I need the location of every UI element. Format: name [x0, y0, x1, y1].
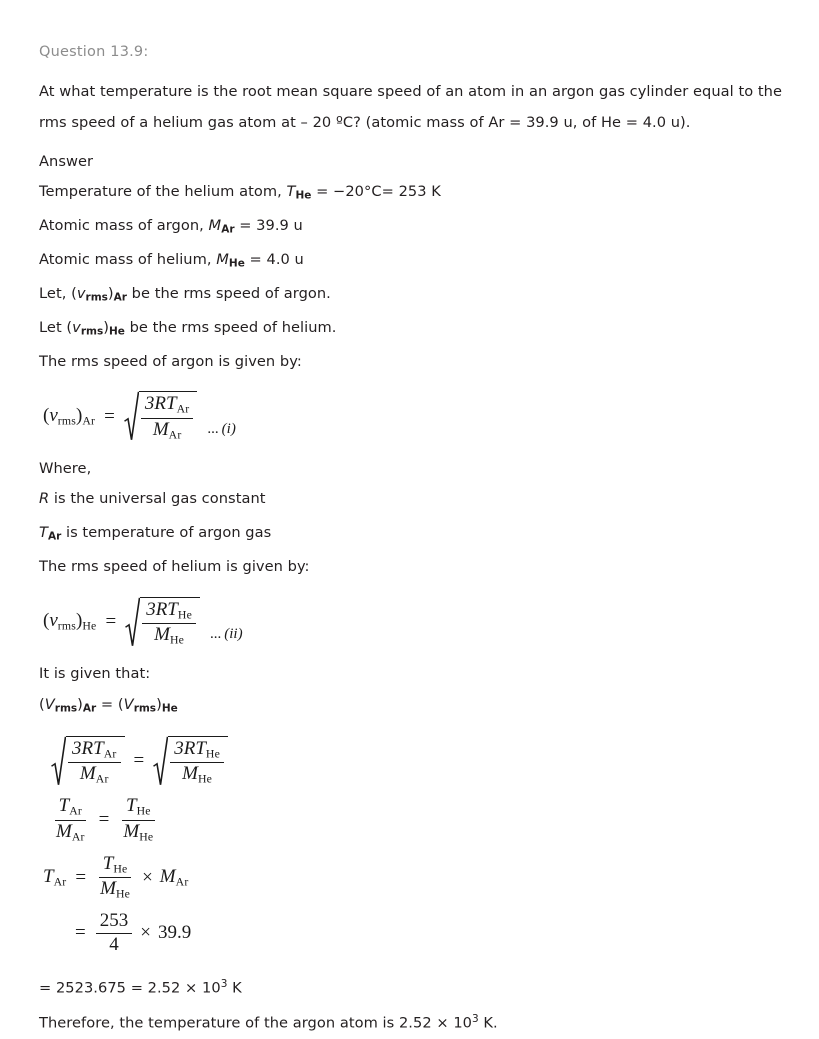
equation-3-right-radical [153, 736, 228, 787]
final-value-exponent: 3 [220, 978, 228, 991]
where-item-R-symbol: R [39, 490, 50, 508]
equation-ii-frac [142, 600, 196, 648]
equation-4-left-numerator [55, 796, 86, 820]
equation-3-right-numerator-text: 3RT [174, 737, 206, 759]
definition-argon-post: be the rms speed of argon. [126, 284, 331, 302]
equation-4-left-denominator-sub: Ar [71, 830, 85, 844]
equation-i-fraction [139, 391, 198, 442]
where-label: Where, [39, 459, 92, 477]
given-argon-mass-value: = 39.9 u [234, 217, 303, 235]
equation-i-denominator [149, 419, 186, 442]
equation-5-times: × [142, 866, 153, 888]
equation-ii-equals: = [105, 611, 117, 633]
definition-argon-mid: ) [107, 284, 114, 302]
definition-helium-pre: Let ( [39, 318, 73, 336]
where-item-R-text: is the universal gas constant [49, 490, 266, 508]
given-helium-mass-value: = 4.0 u [244, 250, 304, 268]
definition-helium-rms-sub: rms [80, 325, 104, 338]
equation-6-denominator: 4 [109, 933, 119, 955]
equation-numeric [39, 911, 789, 955]
equation-i-radical [124, 391, 198, 442]
given-helium-mass-subscript: He [228, 257, 245, 270]
given-helium-mass [39, 245, 789, 279]
equation-3-left-numerator [68, 739, 121, 763]
radical-sign-icon [153, 736, 168, 787]
equation-i-lhs [43, 405, 95, 429]
equation-ii-lhs-v: v [49, 610, 58, 632]
equation-3-right-numerator [170, 739, 224, 763]
equation-ii-numerator [142, 600, 196, 624]
equation-i-numerator-text: 3RT [144, 393, 177, 415]
equation-ii-fraction [140, 597, 200, 648]
equation-3-right-denominator-text: M [182, 763, 198, 785]
where-item-TAr-subscript: Ar [47, 530, 62, 543]
equation-i-numerator [141, 394, 194, 418]
question-heading: Question 13.9: [39, 44, 149, 60]
equality-line [39, 690, 789, 724]
equation-ii-denominator-text: M [154, 624, 170, 646]
conclusion-suffix: K. [478, 1014, 498, 1032]
given-argon-mass-symbol: M [208, 217, 222, 235]
equation-i-numerator-sub: Ar [176, 402, 190, 416]
equation-i-lhs-sub: Ar [82, 414, 96, 428]
equation-3-left-radical [51, 736, 125, 787]
equation-i-dots: ... [207, 420, 219, 437]
equation-3-left-denominator-text: M [79, 763, 96, 785]
equation-4-equals: = [98, 809, 110, 831]
equation-rms-argon [39, 391, 789, 442]
equation-3-left-denominator-sub: Ar [95, 772, 109, 786]
where-item-TAr-text: is temperature of argon gas [61, 524, 272, 542]
equation-6-factor: 39.9 [157, 922, 192, 944]
equation-6-frac [96, 911, 133, 955]
definition-helium-mid: ) [103, 318, 109, 336]
equation-i-frac [141, 394, 194, 442]
equation-i-equals: = [104, 405, 115, 427]
equation-5-numerator [99, 854, 132, 878]
equation-sqrt-equality [39, 736, 789, 787]
definition-argon-v: v [76, 284, 86, 302]
given-helium-temperature-symbol: T [286, 183, 296, 201]
equation-ii-radical [125, 597, 200, 648]
given-helium-temperature-value: = −20°C= 253 K [311, 183, 441, 201]
conclusion-line [39, 1004, 789, 1039]
equation-4-right-numerator-sub: He [136, 804, 151, 818]
equation-5-denominator [96, 878, 134, 901]
equality-sub2: He [161, 702, 178, 715]
equation-5-denominator-sub: He [115, 887, 131, 901]
equation-5-numerator-text: T [102, 852, 114, 874]
equation-i-lhs-v: v [49, 404, 58, 426]
equation-3-right-fraction [168, 736, 228, 787]
equation-ii-lhs-sub: He [82, 619, 97, 633]
equation-i-label: (i) [221, 420, 236, 437]
equation-5-denominator-text: M [100, 878, 116, 900]
given-helium-temperature-prefix: Temperature of the helium atom, [39, 183, 287, 201]
equation-ii-denominator-sub: He [169, 633, 185, 647]
equation-ii-lhs-rms: rms [57, 619, 77, 633]
rms-helium-intro: The rms speed of helium is given by: [39, 558, 310, 576]
radical-sign-icon [125, 597, 140, 648]
equation-5-numerator-sub: He [113, 862, 128, 876]
equation-i-number [207, 421, 235, 442]
given-helium-temperature [39, 177, 789, 211]
equation-ii-denominator [150, 624, 188, 647]
given-helium-mass-prefix: Atomic mass of helium, [39, 250, 217, 268]
equation-i-denominator-sub: Ar [168, 428, 182, 442]
equality-eq: = ( [96, 695, 124, 713]
equality-v1: V [44, 695, 55, 713]
equation-i-lhs-open: ( [43, 404, 50, 426]
conclusion-exponent: 3 [472, 1013, 479, 1026]
equation-4-left-denominator-text: M [56, 820, 72, 842]
equation-3-equals: = [133, 750, 145, 772]
equation-ii-label: (ii) [224, 626, 243, 643]
radical-sign-icon [51, 736, 66, 787]
equality-v2: V [123, 695, 134, 713]
equation-ratio-equality [39, 796, 789, 844]
equation-5-frac [96, 854, 134, 902]
definition-helium-species: He [108, 325, 125, 338]
definition-argon-rms [39, 279, 789, 313]
equation-i-lhs-rms: rms [57, 414, 77, 428]
given-argon-mass-subscript: Ar [221, 223, 235, 236]
equation-ii-lhs [43, 610, 96, 634]
equality-rms2: rms [133, 702, 157, 715]
final-value-line [39, 969, 789, 1004]
answer-label: Answer [39, 152, 94, 170]
equation-6-numerator: 253 [96, 911, 133, 934]
definition-argon-pre: Let, ( [39, 284, 77, 302]
equation-6-equals: = [75, 922, 86, 944]
equality-pre: ( [39, 695, 45, 713]
equation-5-lhs-text: T [43, 865, 54, 887]
equation-3-right-numerator-sub: He [205, 747, 221, 761]
rms-argon-intro: The rms speed of argon is given by: [39, 352, 302, 370]
given-helium-mass-symbol: M [216, 250, 229, 268]
where-item-TAr [39, 518, 789, 552]
given-that-label: It is given that: [39, 665, 151, 683]
equation-i-denominator-text: M [152, 418, 169, 440]
conclusion-prefix: Therefore, the temperature of the argon atom is 2.52 × 10 [39, 1014, 472, 1032]
equation-4-left-denominator [52, 821, 89, 844]
equation-4-right-numerator [122, 796, 155, 820]
equation-4-left-numerator-text: T [58, 795, 70, 817]
equation-ii-numerator-text: 3RT [146, 598, 178, 620]
equation-4-left-frac [52, 796, 89, 844]
equation-rms-helium [39, 597, 789, 648]
given-argon-mass-prefix: Atomic mass of argon, [39, 217, 209, 235]
equation-3-left-fraction [66, 736, 125, 787]
equation-5-factor-sub: Ar [175, 875, 189, 889]
equation-ii-dots: ... [210, 626, 222, 643]
definition-argon-species: Ar [113, 291, 127, 304]
final-value-text: = 2523.675 = 2.52 × 10 [39, 979, 221, 997]
definition-helium-rms [39, 313, 789, 347]
equation-6-times: × [140, 922, 151, 944]
equation-ii-lhs-open: ( [43, 610, 50, 632]
definition-helium-v: v [72, 318, 81, 336]
equality-mid2: ) [156, 695, 162, 713]
equation-4-right-numerator-text: T [126, 795, 137, 817]
equation-3-right-denominator [178, 763, 216, 786]
equation-3-right-denominator-sub: He [197, 772, 213, 786]
given-helium-temperature-subscript: He [295, 189, 312, 202]
equation-4-left-numerator-sub: Ar [69, 804, 83, 818]
equation-3-left-numerator-sub: Ar [103, 747, 117, 761]
equation-5-lhs-sub: Ar [53, 875, 67, 889]
equation-3-left-denominator [76, 763, 113, 786]
equation-3-left-numerator-text: 3RT [72, 737, 104, 759]
equation-i-lhs-close: ) [76, 404, 83, 426]
given-argon-mass [39, 211, 789, 245]
equation-4-right-denominator-sub: He [139, 830, 154, 844]
final-value-unit: K [227, 979, 242, 997]
equation-3-left-frac [68, 739, 121, 787]
equation-solve-TAr [39, 854, 789, 902]
equation-5-equals: = [75, 866, 87, 888]
where-item-TAr-symbol: T [39, 524, 48, 542]
equation-ii-lhs-close: ) [76, 610, 83, 632]
equality-rms1: rms [54, 702, 78, 715]
equation-ii-numerator-sub: He [177, 608, 192, 622]
equation-4-right-frac [119, 796, 157, 844]
equation-4-right-denominator [119, 821, 157, 844]
equation-5-factor [160, 866, 189, 890]
question-text: At what temperature is the root mean square speed of an atom in an argon gas cylinder equal to the rms speed of a helium gas atom at – 20 ºC? (atomic mass of Ar = 39.9 u, of He = 4.0 u). [39, 83, 782, 131]
equality-sub1: Ar [82, 702, 97, 715]
radical-sign-icon [124, 391, 139, 442]
where-item-R [39, 484, 789, 518]
equation-5-lhs [43, 866, 66, 890]
equality-mid1: ) [77, 695, 83, 713]
definition-argon-rms-sub: rms [85, 291, 108, 304]
equation-5-factor-text: M [159, 865, 176, 887]
definition-helium-post: be the rms speed of helium. [124, 318, 337, 336]
equation-3-right-frac [170, 739, 224, 787]
equation-4-right-denominator-text: M [123, 820, 140, 842]
equation-ii-number [210, 626, 243, 647]
